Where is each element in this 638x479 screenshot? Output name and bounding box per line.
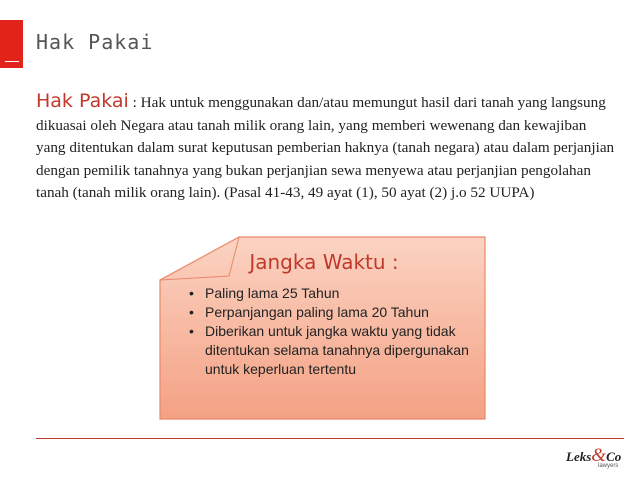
duration-callout (159, 236, 486, 420)
leks-co-logo (566, 445, 626, 472)
callout-list (189, 284, 479, 379)
logo-co: Co (606, 449, 622, 464)
callout-item-indefinite: • Diberikan untuk jangka waktu yang tidak ditentukan selama tanahnya dipergunakan untuk keperluan tertentu (189, 322, 479, 379)
callout-heading: Jangka Waktu : (249, 250, 399, 274)
term-label: Hak Pakai (36, 90, 129, 112)
logo-ampersand: & (591, 445, 607, 466)
accent-underline (5, 61, 19, 62)
footer-divider (36, 438, 624, 439)
callout-item-extension: • Perpanjangan paling lama 20 Tahun (189, 303, 479, 322)
slide-title: Hak Pakai (36, 30, 154, 54)
callout-item-max-duration: • Paling lama 25 Tahun (189, 284, 479, 303)
definition-text: : Hak untuk menggunakan dan/atau memungut hasil dari tanah yang langsung dikuasai oleh Negara atau tanah milik orang lain, yang memberi wewenang dan kewajiban yang ditentukan dalam surat keputusan pemberian haknya (tanah negara) atau dalam perjanjian dengan pemilik tanahnya yang bukan perjanjian sewa menyewa atau perjanjian pengolahan tanah (tanah milik orang lain). (Pasal 41-43, 49 ayat (1), 50 ayat (2) j.o 52 UUPA) (36, 94, 615, 201)
logo-subtitle: lawyers (598, 463, 619, 469)
logo-leks: Leks (566, 449, 592, 464)
accent-bar (0, 20, 23, 68)
definition-paragraph (36, 90, 616, 205)
